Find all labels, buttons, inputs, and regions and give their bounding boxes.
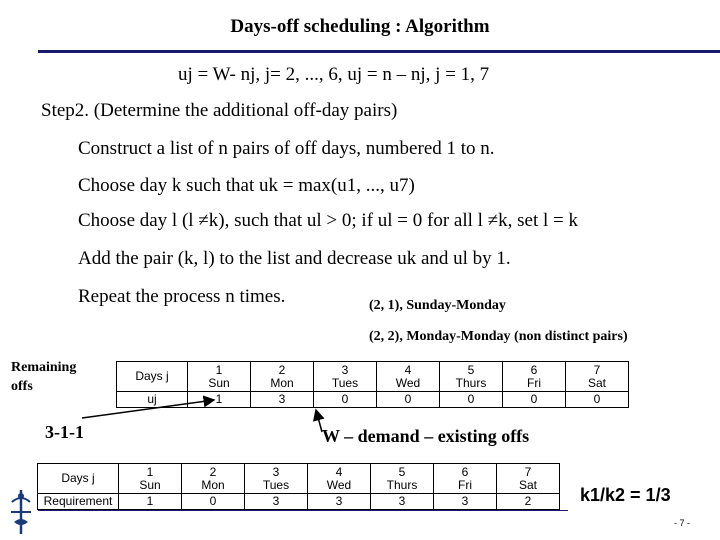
uj-day-cell: 7 Sat: [566, 362, 629, 392]
uj-day-cell: 5 Thurs: [440, 362, 503, 392]
pair-example-1: (2, 1), Sunday-Monday: [369, 298, 506, 313]
formula-line: uj = W- nj, j= 2, ..., 6, uj = n – nj, j = 1, 7: [178, 64, 490, 85]
uj-table-u-label: uj: [117, 392, 188, 408]
uj-day-cell: 3 Tues: [314, 362, 377, 392]
req-day-cell: 6 Fri: [434, 464, 497, 494]
remaining-label-line1: Remaining: [11, 360, 77, 375]
req-table-days-label: Days j: [38, 464, 119, 494]
pair-example-2: (2, 2), Monday-Monday (non distinct pairs): [369, 329, 628, 344]
instruction-repeat: Repeat the process n times.: [78, 286, 286, 307]
req-day-cell: 1 Sun: [119, 464, 182, 494]
instruction-choose-l: Choose day l (l ≠k), such that ul > 0; if ul = 0 for all l ≠k, set l = k: [78, 210, 578, 231]
uj-day-cell: 2 Mon: [251, 362, 314, 392]
ratio-note: k1/k2 = 1/3: [580, 485, 671, 505]
uj-value-cell: 0: [503, 392, 566, 408]
footer-rule: [38, 510, 568, 511]
instruction-add-pair: Add the pair (k, l) to the list and decrease uk and ul by 1.: [78, 248, 511, 269]
instruction-construct: Construct a list of n pairs of off days, numbered 1 to n.: [78, 138, 495, 159]
uj-table-days-label: Days j: [117, 362, 188, 392]
req-day-cell: 3 Tues: [245, 464, 308, 494]
req-value-cell: 3: [371, 494, 434, 510]
req-day-cell: 4 Wed: [308, 464, 371, 494]
req-value-cell: 3: [308, 494, 371, 510]
req-value-cell: 2: [497, 494, 560, 510]
example-label: 3-1-1: [45, 422, 84, 442]
req-value-cell: 3: [245, 494, 308, 510]
req-value-cell: 3: [434, 494, 497, 510]
uj-value-cell: 0: [440, 392, 503, 408]
uj-value-cell: 0: [566, 392, 629, 408]
remaining-label-line2: offs: [11, 379, 33, 394]
uj-value-cell: 3: [251, 392, 314, 408]
uj-day-cell: 6 Fri: [503, 362, 566, 392]
req-day-cell: 2 Mon: [182, 464, 245, 494]
req-table-req-label: Requirement: [38, 494, 119, 510]
requirement-table: [37, 463, 560, 510]
w-note: W – demand – existing offs: [322, 426, 530, 446]
uj-value-cell: 1: [188, 392, 251, 408]
req-day-cell: 5 Thurs: [371, 464, 434, 494]
step2-heading: Step2. (Determine the additional off-day pairs): [41, 100, 398, 121]
uj-day-cell: 4 Wed: [377, 362, 440, 392]
slide-title: Days-off scheduling : Algorithm: [230, 16, 490, 37]
req-value-cell: 1: [119, 494, 182, 510]
uj-day-cell: 1 Sun: [188, 362, 251, 392]
req-value-cell: 0: [182, 494, 245, 510]
page-number: - 7 -: [673, 518, 690, 528]
uj-value-cell: 0: [377, 392, 440, 408]
arrow-to-uj: [82, 400, 214, 418]
uj-value-cell: 0: [314, 392, 377, 408]
req-day-cell: 7 Sat: [497, 464, 560, 494]
instruction-choose-k: Choose day k such that uk = max(u1, ..., u7): [78, 175, 415, 196]
university-logo-icon: [6, 488, 36, 536]
